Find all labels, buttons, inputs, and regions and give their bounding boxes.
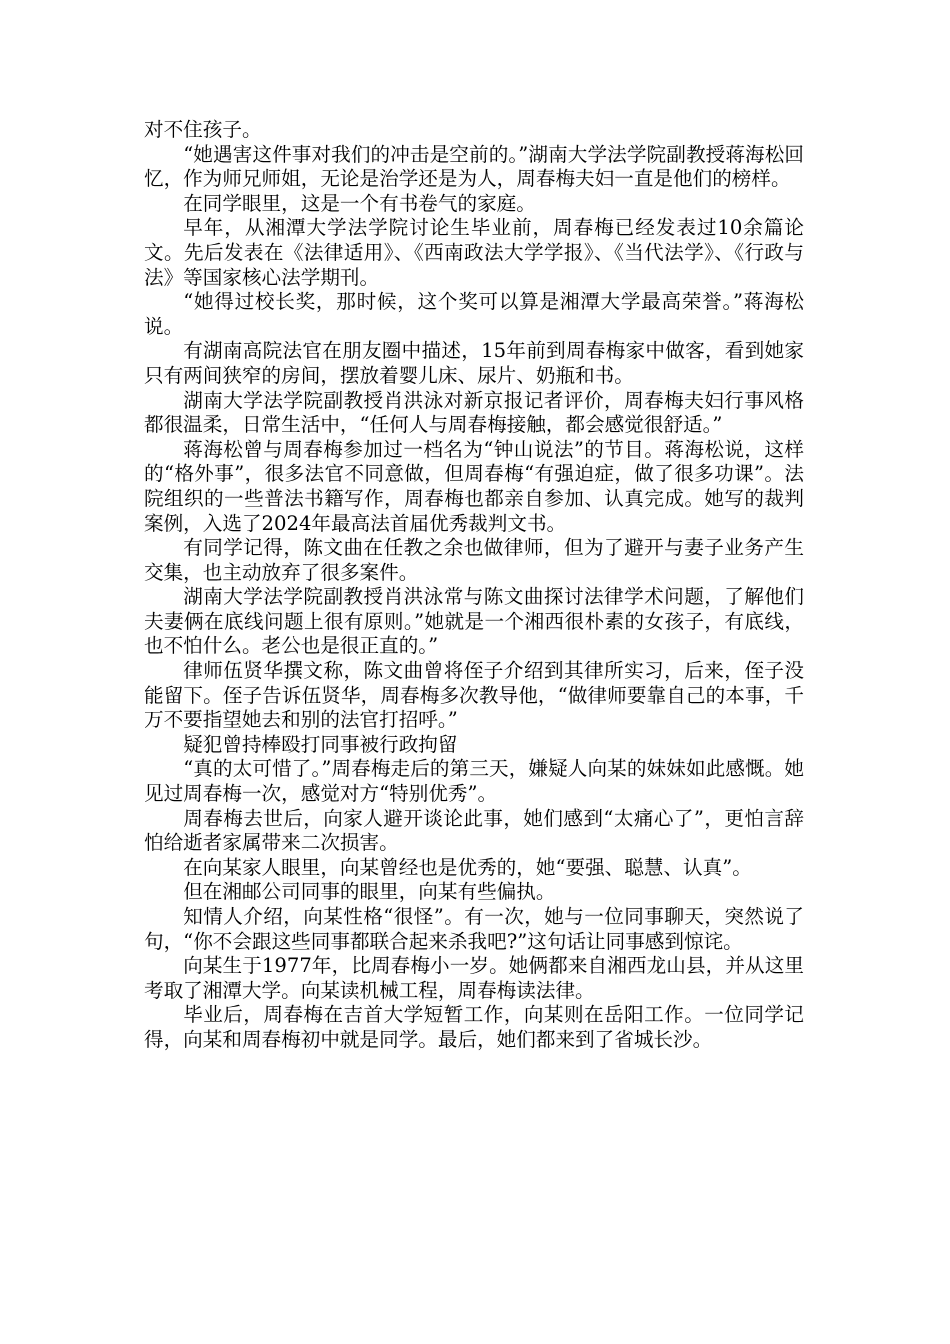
paragraph: “真的太可惜了。”周春梅走后的第三天，嫌疑人向某的妹妹如此感慨。她见过周春梅一次，感觉对方“特别优秀”。 — [144, 757, 804, 806]
paragraph-continuation: 对不住孩子。 — [144, 118, 262, 141]
paragraph: 知情人介绍，向某性格“很怪”。有一次，她与一位同事聊天，突然说了句，“你不会跟这些同事都联合起来杀我吧?”这句话让同事感到惊诧。 — [144, 905, 804, 953]
paragraph: 湖南大学法学院副教授肖洪泳常与陈文曲探讨法律学术问题，了解他们夫妻俩在底线问题上很有原则。”她就是一个湘西很朴素的女孩子，有底线，也不怕什么。老公也是很正直的。” — [144, 585, 804, 658]
paragraph: 有湖南高院法官在朋友圈中描述，15年前到周春梅家中做客，看到她家只有两间狭窄的房间，摆放着婴儿床、尿片、奶瓶和书。 — [144, 339, 804, 387]
paragraph: 早年，从湘潭大学法学院讨论生毕业前，周春梅已经发表过10余篇论文。先后发表在《法律适用》、《西南政法大学学报》、《当代法学》、《行政与法》等国家核心法学期刊。 — [144, 216, 804, 289]
paragraph: 在同学眼里，这是一个有书卷气的家庭。 — [183, 191, 536, 215]
paragraph: 向某生于1977年，比周春梅小一岁。她俩都来自湘西龙山县，并从这里考取了湘潭大学。向某读机械工程，周春梅读法律。 — [144, 954, 804, 1002]
paragraph: 湖南大学法学院副教授肖洪泳对新京报记者评价，周春梅夫妇行事风格都很温柔，日常生活中，“任何人与周春梅接触，都会感觉很舒适。” — [144, 388, 804, 437]
paragraph: 毕业后，周春梅在吉首大学短暂工作，向某则在岳阳工作。一位同学记得，向某和周春梅初中就是同学。最后，她们都来到了省城长沙。 — [144, 1003, 804, 1051]
paragraph: 律师伍贤华撰文称，陈文曲曾将侄子介绍到其律所实习，后来，侄子没能留下。侄子告诉伍贤华，周春梅多次教导他，“做律师要靠自己的本事，千万不要指望她去和别的法官打招呼。” — [144, 659, 804, 732]
paragraph: 在向某家人眼里，向某曾经也是优秀的，她“要强、聪慧、认真”。 — [183, 855, 752, 879]
section-heading: 疑犯曾持棒殴打同事被行政拘留 — [183, 732, 458, 756]
paragraph: 蒋海松曾与周春梅参加过一档名为“钟山说法”的节目。蒋海松说，这样的“格外事”，很多法官不同意做，但周春梅“有强迫症，做了很多功课”。法院组织的一些普法书籍写作，周春梅也都亲自参加、认真完成。她写的裁判案例，入选了2024年最高法首届优秀裁判文书。 — [144, 437, 804, 535]
paragraph: “她遇害这件事对我们的冲击是空前的。”湖南大学法学院副教授蒋海松回忆，作为师兄师姐，无论是治学还是为人，周春梅夫妇一直是他们的榜样。 — [144, 142, 804, 191]
paragraph: “她得过校长奖，那时候，这个奖可以算是湘潭大学最高荣誉。”蒋海松说。 — [144, 290, 804, 338]
document-page — [144, 118, 804, 1053]
paragraph: 周春梅去世后，向家人避开谈论此事，她们感到“太痛心了”，更怕言辞怕给逝者家属带来二次损害。 — [144, 806, 804, 855]
paragraph: 但在湘邮公司同事的眼里，向某有些偏执。 — [183, 880, 556, 904]
paragraph: 有同学记得，陈文曲在任教之余也做律师，但为了避开与妻子业务产生交集，也主动放弃了很多案件。 — [144, 536, 804, 584]
